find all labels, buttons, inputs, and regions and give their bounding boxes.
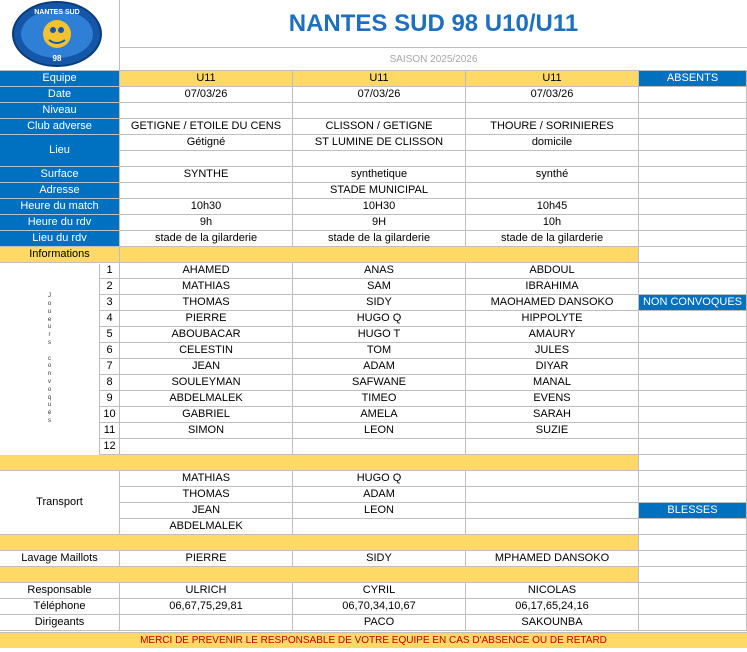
- player-name: MANAL: [466, 375, 639, 391]
- separator-band: [0, 455, 639, 471]
- player-number: 8: [100, 375, 120, 391]
- transport-name: ADAM: [293, 487, 466, 503]
- transport-name: THOMAS: [120, 487, 293, 503]
- svg-text:98: 98: [52, 54, 62, 63]
- player-name: MAOHAMED DANSOKO: [466, 295, 639, 311]
- transport-label: Transport: [0, 471, 120, 535]
- team-0-lieu-extra: [120, 151, 293, 167]
- vertical-letter: [49, 348, 51, 356]
- team-0-dirigeants: [120, 615, 293, 631]
- team-2-telephone: 06,17,65,24,16: [466, 599, 639, 615]
- player-name: CELESTIN: [120, 343, 293, 359]
- vertical-letter: o: [47, 301, 52, 308]
- team-0-adresse: [120, 183, 293, 199]
- team-1-date: 07/03/26: [293, 87, 466, 103]
- player-name: [120, 439, 293, 455]
- player-name: SOULEYMAN: [120, 375, 293, 391]
- player-name: AMAURY: [466, 327, 639, 343]
- team-0-heure_rdv: 9h: [120, 215, 293, 231]
- transport-name: [466, 503, 639, 519]
- absent-slot: [639, 199, 747, 215]
- team-2-club: THOURE / SORINIERES: [466, 119, 639, 135]
- player-number: 12: [100, 439, 120, 455]
- player-name: ADAM: [293, 359, 466, 375]
- transport-name: JEAN: [120, 503, 293, 519]
- transport-name: [466, 519, 639, 535]
- player-name: JEAN: [120, 359, 293, 375]
- team-1-telephone: 06,70,34,10,67: [293, 599, 466, 615]
- row-label-club: Club adverse: [0, 119, 120, 135]
- team-1-responsable: CYRIL: [293, 583, 466, 599]
- transport-name: [293, 519, 466, 535]
- team-0-responsable: ULRICH: [120, 583, 293, 599]
- player-name: AHAMED: [120, 263, 293, 279]
- vertical-letter: c: [48, 355, 51, 362]
- absent-slot: [639, 407, 747, 423]
- team-1-equipe: U11: [293, 71, 466, 87]
- transport-name: [466, 471, 639, 487]
- blesses-header: BLESSES: [639, 503, 747, 519]
- club-crest-icon: [0, 0, 120, 71]
- player-name: PIERRE: [120, 311, 293, 327]
- player-name: [293, 439, 466, 455]
- team-2-lieu_rdv: stade de la gilarderie: [466, 231, 639, 247]
- informations-label: Informations: [0, 247, 120, 263]
- transport-name: LEON: [293, 503, 466, 519]
- player-name: [466, 439, 639, 455]
- vertical-letter: J: [48, 293, 51, 300]
- player-name: EVENS: [466, 391, 639, 407]
- player-name: JULES: [466, 343, 639, 359]
- absent-slot: [639, 183, 747, 199]
- team-0-lieu: Gétigné: [120, 135, 293, 151]
- player-name: ABOUBACAR: [120, 327, 293, 343]
- team-1-lavage: SIDY: [293, 551, 466, 567]
- team-2-equipe: U11: [466, 71, 639, 87]
- player-name: SAFWANE: [293, 375, 466, 391]
- absent-slot: [639, 167, 747, 183]
- responsable-label: Responsable: [0, 583, 120, 599]
- team-2-date: 07/03/26: [466, 87, 639, 103]
- transport-name: HUGO Q: [293, 471, 466, 487]
- player-name: HIPPOLYTE: [466, 311, 639, 327]
- player-name: LEON: [293, 423, 466, 439]
- absent-slot: [639, 327, 747, 343]
- player-number: 3: [100, 295, 120, 311]
- team-2-surface: synthé: [466, 167, 639, 183]
- absent-slot: [639, 487, 747, 503]
- team-1-niveau: [293, 103, 466, 119]
- absent-slot: [639, 359, 747, 375]
- vertical-letter: q: [47, 394, 52, 401]
- absent-slot: [639, 375, 747, 391]
- team-2-dirigeants: SAKOUNBA: [466, 615, 639, 631]
- team-2-lieu-extra: [466, 151, 639, 167]
- team-1-heure_rdv: 9H: [293, 215, 466, 231]
- team-0-surface: SYNTHE: [120, 167, 293, 183]
- absent-slot: [639, 311, 747, 327]
- transport-name: ABDELMALEK: [120, 519, 293, 535]
- team-1-lieu-extra: [293, 151, 466, 167]
- player-name: GABRIEL: [120, 407, 293, 423]
- absent-slot: [639, 103, 747, 119]
- team-2-lavage: MPHAMED DANSOKO: [466, 551, 639, 567]
- vertical-letter: s: [48, 340, 51, 346]
- absent-slot: [639, 263, 747, 279]
- absent-slot: [639, 343, 747, 359]
- player-name: TIMEO: [293, 391, 466, 407]
- team-2-responsable: NICOLAS: [466, 583, 639, 599]
- absent-slot: [639, 119, 747, 135]
- lavage-label: Lavage Maillots: [0, 551, 120, 567]
- telephone-label: Téléphone: [0, 599, 120, 615]
- player-name: DIYAR: [466, 359, 639, 375]
- absent-slot: [639, 151, 747, 167]
- player-name: SIMON: [120, 423, 293, 439]
- player-name: SAM: [293, 279, 466, 295]
- absent-slot: [639, 567, 747, 583]
- team-2-niveau: [466, 103, 639, 119]
- vertical-letter: s: [48, 417, 51, 424]
- joueurs-convoques-label: [0, 264, 100, 456]
- player-name: THOMAS: [120, 295, 293, 311]
- page-title: NANTES SUD 98 U10/U11: [120, 0, 747, 48]
- absent-slot: [639, 599, 747, 615]
- absent-slot: [639, 583, 747, 599]
- absent-slot: [639, 135, 747, 151]
- vertical-letter: e: [47, 316, 52, 323]
- dirigeants-label: Dirigeants: [0, 615, 120, 631]
- absent-slot: [639, 551, 747, 567]
- informations-band: [120, 247, 639, 263]
- season-label: SAISON 2025/2026: [120, 48, 747, 71]
- vertical-letter: é: [47, 410, 52, 417]
- absent-slot: [639, 615, 747, 631]
- absent-slot: [639, 535, 747, 551]
- row-label-lieu: Lieu: [0, 135, 120, 167]
- vertical-letter: o: [47, 386, 52, 393]
- team-1-lieu_rdv: stade de la gilarderie: [293, 231, 466, 247]
- absents-header: ABSENTS: [639, 71, 747, 87]
- team-2-heure_match: 10h45: [466, 199, 639, 215]
- separator-band: [0, 567, 639, 583]
- vertical-letter: u: [47, 402, 52, 409]
- player-name: HUGO T: [293, 327, 466, 343]
- absent-slot: [639, 519, 747, 535]
- team-2-adresse: [466, 183, 639, 199]
- team-0-niveau: [120, 103, 293, 119]
- player-name: SIDY: [293, 295, 466, 311]
- vertical-letter: v: [48, 378, 51, 385]
- player-number: 4: [100, 311, 120, 327]
- vertical-letter: r: [48, 332, 51, 339]
- player-name: SARAH: [466, 407, 639, 423]
- team-1-lieu: ST LUMINE DE CLISSON: [293, 135, 466, 151]
- team-0-date: 07/03/26: [120, 87, 293, 103]
- row-label-heure_rdv: Heure du rdv: [0, 215, 120, 231]
- player-name: SUZIE: [466, 423, 639, 439]
- team-1-heure_match: 10H30: [293, 199, 466, 215]
- team-0-lavage: PIERRE: [120, 551, 293, 567]
- absent-slot: [639, 215, 747, 231]
- absent-slot: [639, 247, 747, 263]
- team-1-surface: synthetique: [293, 167, 466, 183]
- row-label-niveau: Niveau: [0, 103, 120, 119]
- team-1-club: CLISSON / GETIGNE: [293, 119, 466, 135]
- absent-slot: [639, 423, 747, 439]
- player-name: ABDOUL: [466, 263, 639, 279]
- player-name: ABDELMALEK: [120, 391, 293, 407]
- vertical-letter: u: [47, 324, 52, 331]
- player-name: TOM: [293, 343, 466, 359]
- player-number: 5: [100, 327, 120, 343]
- player-name: HUGO Q: [293, 311, 466, 327]
- team-0-lieu_rdv: stade de la gilarderie: [120, 231, 293, 247]
- club-logo: [0, 0, 120, 71]
- player-number: 6: [100, 343, 120, 359]
- svg-text:NANTES SUD: NANTES SUD: [34, 9, 80, 16]
- row-label-heure_match: Heure du match: [0, 199, 120, 215]
- absent-slot: [639, 439, 747, 455]
- vertical-letter: u: [47, 308, 52, 315]
- absent-slot: [639, 391, 747, 407]
- vertical-letter: o: [47, 363, 52, 370]
- absent-slot: [639, 231, 747, 247]
- transport-name: MATHIAS: [120, 471, 293, 487]
- row-label-equipe: Equipe: [0, 71, 120, 87]
- team-2-lieu: domicile: [466, 135, 639, 151]
- team-1-adresse: STADE MUNICIPAL: [293, 183, 466, 199]
- player-number: 2: [100, 279, 120, 295]
- team-0-club: GETIGNE / ETOILE DU CENS: [120, 119, 293, 135]
- player-name: AMELA: [293, 407, 466, 423]
- row-label-adresse: Adresse: [0, 183, 120, 199]
- row-label-lieu_rdv: Lieu du rdv: [0, 231, 120, 247]
- absent-slot: [639, 87, 747, 103]
- player-name: MATHIAS: [120, 279, 293, 295]
- non-convoques-header: NON CONVOQUES: [639, 295, 747, 311]
- absent-slot: [639, 471, 747, 487]
- footer-notice: MERCI DE PREVENIR LE RESPONSABLE DE VOTRE EQUIPE EN CAS D'ABSENCE OU DE RETARD: [0, 632, 747, 648]
- team-2-heure_rdv: 10h: [466, 215, 639, 231]
- player-name: IBRAHIMA: [466, 279, 639, 295]
- player-number: 11: [100, 423, 120, 439]
- team-0-telephone: 06,67,75,29,81: [120, 599, 293, 615]
- player-number: 1: [100, 263, 120, 279]
- player-name: ANAS: [293, 263, 466, 279]
- row-label-date: Date: [0, 87, 120, 103]
- transport-name: [466, 487, 639, 503]
- team-0-equipe: U11: [120, 71, 293, 87]
- player-number: 7: [100, 359, 120, 375]
- row-label-surface: Surface: [0, 167, 120, 183]
- player-number: 9: [100, 391, 120, 407]
- separator-band: [0, 535, 639, 551]
- absent-slot: [639, 455, 747, 471]
- vertical-letter: n: [47, 371, 52, 378]
- team-0-heure_match: 10h30: [120, 199, 293, 215]
- absent-slot: [639, 279, 747, 295]
- player-number: 10: [100, 407, 120, 423]
- team-1-dirigeants: PACO: [293, 615, 466, 631]
